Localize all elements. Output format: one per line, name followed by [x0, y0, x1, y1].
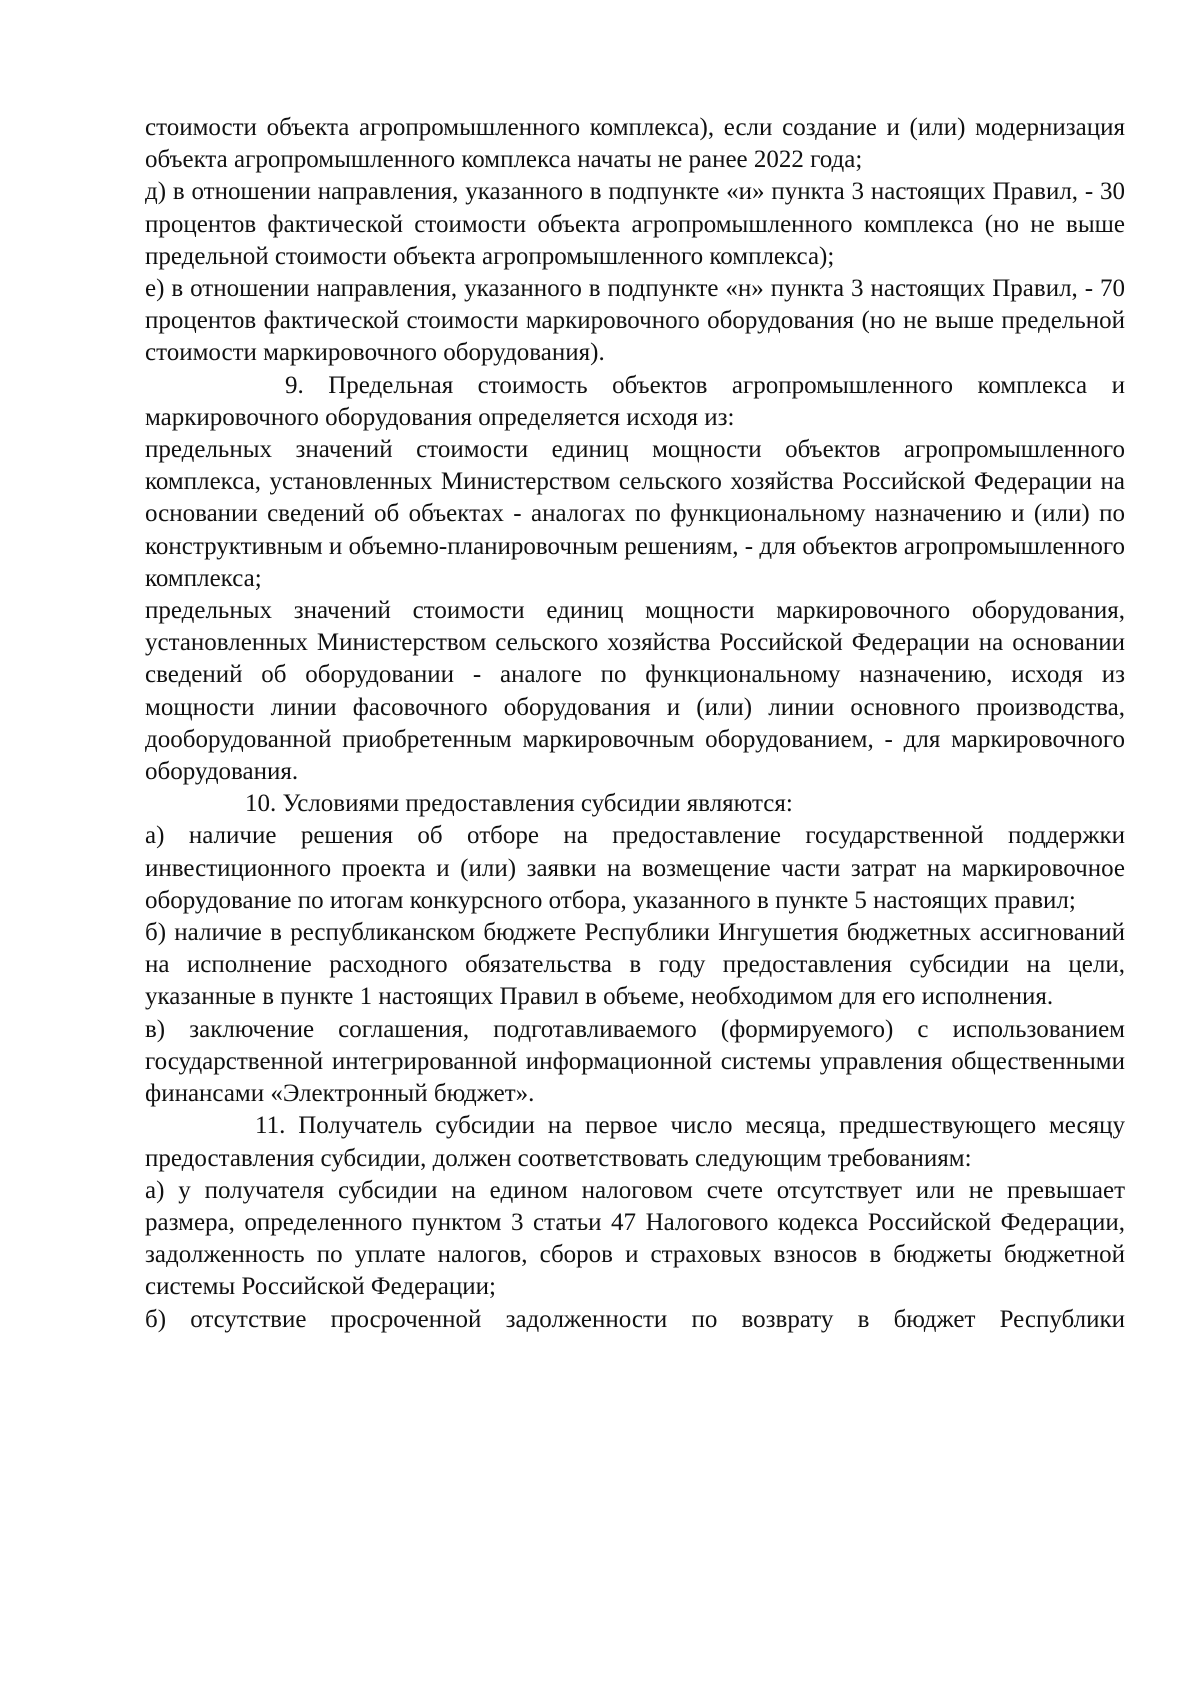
paragraph-item-d: д) в отношении направления, указанного в подпункте «и» пункта 3 настоящих Правил, - 30 процентов фактической стоимости объекта агропромышленного комплекса (но не выше предельной стоимости объекта агропромышленного комплекса);: [145, 178, 1125, 270]
paragraph-condition-a: а) наличие решения об отборе на предоставление государственной поддержки инвестиционного проекта и (или) заявки на возмещение части затрат на маркировочное оборудование по итогам конкурсного отбора, указанного в пункте 5 настоящих правил;: [145, 822, 1125, 914]
paragraph-cost-continuation: стоимости объекта агропромышленного комплекса), если создание и (или) модернизация объекта агропромышленного комплекса начаты не ранее 2022 года;: [145, 114, 1125, 174]
paragraph-requirement-a: а) у получателя субсидии на едином налоговом счете отсутствует или не превышает размера, определенного пунктом 3 статьи 47 Налогового кодекса Российской Федерации, задолженность по уплате налогов, сборов и страховых взносов в бюджеты бюджетной системы Российской Федерации;: [145, 1176, 1125, 1301]
paragraph-limit-agro-objects: предельных значений стоимости единиц мощности объектов агропромышленного комплекса, установленных Министерством сельского хозяйства Российской Федерации на основании сведений об объектах - аналогах по функциональному назначению и (или) по конструктивным и объемно-планировочным решениям, - для объектов агропромышленного комплекса;: [145, 436, 1125, 592]
paragraph-clause-9: 9. Предельная стоимость объектов агропромышленного комплекса и маркировочного оборудования определяется исходя из:: [145, 371, 1125, 431]
paragraph-clause-10: 10. Условиями предоставления субсидии являются:: [245, 790, 793, 818]
paragraph-item-e: е) в отношении направления, указанного в подпункте «н» пункта 3 настоящих Правил, - 70 процентов фактической стоимости маркировочного оборудования (но не выше предельной стоимости маркировочного оборудования).: [145, 275, 1125, 367]
paragraph-limit-marking-equipment: предельных значений стоимости единиц мощности маркировочного оборудования, установленных Министерством сельского хозяйства Российской Федерации на основании сведений об оборудовании - аналоге по функциональному назначению, исходя из мощности линии фасовочного оборудования и (или) линии основного производства, дооборудованной приобретенным маркировочным оборудованием, - для маркировочного оборудования.: [145, 597, 1125, 786]
paragraph-clause-11: 11. Получатель субсидии на первое число месяца, предшествующего месяцу предоставления субсидии, должен соответствовать следующим требованиям:: [145, 1112, 1125, 1172]
document-body: [145, 112, 1125, 1336]
paragraph-condition-b: б) наличие в республиканском бюджете Республики Ингушетия бюджетных ассигнований на исполнение расходного обязательства в году предоставления субсидии на цели, указанные в пункте 1 настоящих Правил в объеме, необходимом для его исполнения.: [145, 919, 1125, 1011]
paragraph-condition-c: в) заключение соглашения, подготавливаемого (формируемого) с использованием государственной интегрированной информационной системы управления общественными финансами «Электронный бюджет».: [145, 1015, 1125, 1108]
paragraph-requirement-b: б) отсутствие просроченной задолженности по возврату в бюджет Республики: [145, 1305, 1125, 1333]
